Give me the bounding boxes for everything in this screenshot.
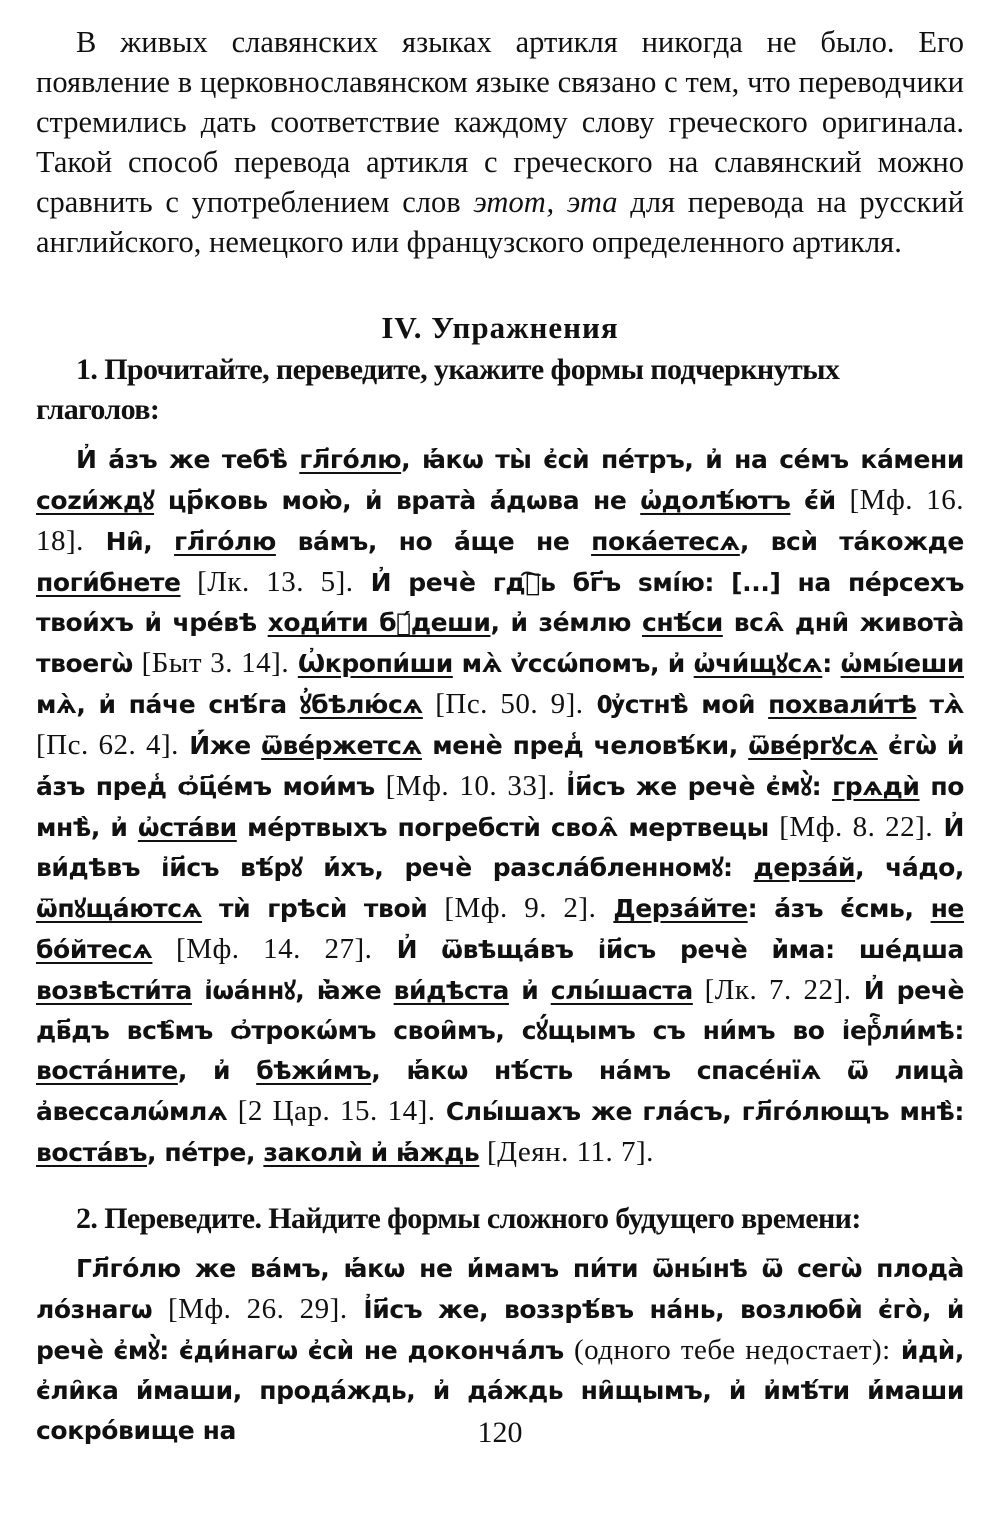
intro-text-2: для перевода на русский английского, немецкого или французского определенного артикля.	[36, 185, 965, 259]
cs-text: мѧ̀ ѵ҆ссѡ́помъ, и҆	[452, 649, 694, 678]
citation: [2 Цар. 15. 14].	[237, 1095, 436, 1127]
citation: [Лк. 13. 5].	[180, 566, 354, 598]
underlined-verb: Ѡ҆кропи́ши	[297, 649, 453, 678]
underlined-verb: ѡ҆долѣ́ютъ	[640, 486, 791, 515]
citation: [Пс. 62. 4].	[36, 729, 179, 761]
cs-text: тѝ грѣсѝ твоѝ	[202, 894, 445, 923]
page-body	[36, 22, 964, 1451]
cs-text: ме́ртвыхъ погребстѝ своѧ̑ мертвецы	[236, 813, 780, 842]
underlined-verb: дерза́й	[753, 853, 856, 882]
page-number: 120	[477, 1416, 523, 1449]
underlined-verb: гл҃го́лю	[299, 445, 402, 474]
intro-italic-1: этот,	[473, 185, 555, 219]
cs-text: цр҃ковь мою̀, и҆ врата̀ а҆́дѡва не	[154, 486, 641, 515]
gloss: (одного тебе недостает):	[573, 1334, 891, 1366]
citation: [Мф. 9. 2].	[444, 892, 597, 924]
underlined-verb: воста́въ	[36, 1138, 147, 1167]
citation: [Лк. 7. 22].	[692, 974, 852, 1006]
citation: [Мф. 26. 29].	[167, 1293, 348, 1325]
cs-text: , ча́до,	[855, 853, 964, 882]
cs-text: И҆́же	[178, 731, 262, 760]
cs-text	[596, 894, 613, 923]
citation: [Мф. 8. 22].	[779, 811, 934, 843]
intro-text-1: В живых славянских языках артикля никогда не было. Его появление в церковнославянском языке связано с тем, что переводчики стремились дать соответствие каждому слову греческого оригинала. Такой способ перевода артикля с греческого на славянский можно сравнить с употреблением слов	[36, 25, 964, 219]
cs-text: Ѹ҆стнѣ̀ мои̑	[583, 690, 769, 719]
cs-text: и҆	[508, 976, 551, 1005]
underlined-verb: ѡ҆ста́ви	[137, 813, 237, 842]
cs-text: :	[822, 649, 841, 678]
underlined-verb: Дерза́йте	[613, 894, 748, 923]
cs-text: ва́мъ, но а҆́ще не	[275, 527, 592, 556]
underlined-verb: не бо́йтесѧ	[36, 894, 964, 964]
cs-text: , пе́тре,	[146, 1138, 264, 1167]
underlined-verb: грѧдѝ	[832, 772, 920, 801]
underlined-verb: поги́бнете	[36, 568, 181, 597]
cs-text: і҆ѡа́ннꙋ, ꙗ҆̀же	[191, 976, 394, 1005]
intro-paragraph	[36, 22, 964, 262]
underlined-verb: ѡ҆чи́щꙋсѧ	[693, 649, 823, 678]
exercise-1-heading: 1. Прочитайте, переведите, укажите формы подчеркнутых глаголов:	[36, 353, 840, 426]
underlined-verb: пока́етесѧ	[591, 527, 740, 556]
cs-text: , всѝ та́кожде	[739, 527, 964, 556]
underlined-verb: ѡ҆мы́еши	[840, 649, 965, 678]
cs-text: И҆ ви́дѣвъ і҆и҃съ вѣ́рꙋ и҆́хъ, речѐ разсла́бленномꙋ:	[36, 813, 965, 882]
cs-text: , и҆ зе́млю	[490, 608, 642, 637]
cs-text: И҆ речѐ гдⷭ҇ь бг҃ъ ѕмі́ю: [...] на пе́рсехъ твои́хъ и҆ чре́вѣ	[36, 568, 965, 637]
cs-text: и҆дѝ, є҆ли̑ка и҆́маши, прода́ждь, и҆ да́ждь ни̑щымъ, и҆ и҆мѣ́ти и҆́маши сокро́вище на	[36, 1336, 964, 1445]
underlined-verb: сozи́ждꙋ	[36, 486, 155, 515]
cs-text: Слы́шахъ же гла́съ, гл҃го́лющъ мнѣ̀:	[435, 1097, 964, 1126]
underlined-verb: ѿве́ргꙋсѧ	[748, 731, 878, 760]
citation: [Пс. 50. 9].	[422, 688, 584, 720]
intro-italic-2: эта	[566, 185, 618, 219]
cs-text: є҆́й	[790, 486, 850, 515]
citation: [Мф. 14. 27].	[152, 933, 373, 965]
citation: [Деян. 11. 7].	[479, 1136, 654, 1168]
underlined-verb: бѣжи́мъ	[256, 1056, 372, 1085]
cs-text: по мнѣ̀, и҆	[36, 772, 965, 842]
cs-text: є҆гѡ̀ и҆ а҆́зъ пред̾ ѻ҆ц҃е́мъ мои́мъ	[36, 731, 964, 801]
cs-text: : а҆́зъ є҆́смь,	[747, 894, 931, 923]
cs-text: всѧ̑ дни̑ живота̀ твоегѡ̀	[36, 608, 964, 678]
exercise-1-text	[36, 440, 964, 1173]
section-title: IV. Упражнения	[381, 310, 619, 345]
exercise-2-heading: 2. Переведите. Найдите формы сложного будущего времени:	[76, 1202, 861, 1235]
underlined-verb: ꙋ҆бѣлю́сѧ	[299, 690, 423, 719]
underlined-verb: заколѝ и҆ ꙗ҆́ждь	[263, 1138, 480, 1167]
citation: [Мф. 16. 18].	[36, 484, 964, 557]
cs-text: менѐ пред̾ человѣ́ки,	[421, 731, 749, 760]
cs-text: тѧ̀	[916, 690, 965, 719]
cs-text: І҆и҃съ же, воззрѣ́въ на́нь, возлюбѝ є҆го̀, и҆ речѐ є҆мꙋ̀: є҆ди́нагѡ є҆сѝ не доконча́лъ	[36, 1295, 965, 1365]
underlined-verb: ѿпꙋща́ютсѧ	[36, 894, 203, 923]
cs-text: мѧ̀, и҆ па́че снѣ́га	[36, 690, 300, 719]
underlined-verb: воста́ните	[36, 1056, 178, 1085]
cs-text: И҆ ѿвѣща́въ і҆и҃съ речѐ и҆̀ма: ше́дша	[372, 935, 964, 964]
underlined-verb: ѿве́ржетсѧ	[261, 731, 422, 760]
citation: [Быт 3. 14].	[141, 647, 290, 679]
underlined-verb: слы́шаста	[550, 976, 693, 1005]
underlined-verb: ходи́ти бꙋ́деши	[267, 608, 491, 637]
underlined-verb: гл҃го́лю	[174, 527, 276, 556]
cs-text: Ни̑,	[83, 527, 175, 556]
cs-text: І҆и҃съ же речѐ є҆мꙋ̀:	[555, 772, 833, 801]
cs-text: , ꙗ҆́кѡ ты̀ є҆сѝ пе́тръ, и҆ на се́мъ ка́мени	[401, 445, 965, 474]
cs-text: , ꙗ҆́кѡ нѣ́сть на́мъ спасе́нїѧ ѿ лица̀ а҆вессалѡ́млѧ	[36, 1056, 964, 1126]
underlined-verb: ви́дѣста	[393, 976, 509, 1005]
cs-text: Гл҃го́лю же ва́мъ, ꙗ҆́кѡ не и҆́мамъ пи́ти ѿны́нѣ ѿ сегѡ̀ плода̀ ло́знагѡ	[36, 1254, 964, 1324]
underlined-verb: снѣ́си	[642, 608, 723, 637]
cs-text	[289, 649, 298, 678]
cs-text: И҆ речѐ дв҃дъ всѣ̑мъ ѻ҆трокѡ́мъ свои̑мъ, сꙋ́щымъ съ ни́мъ во і҆ерⷭ҇ли́мѣ:	[36, 976, 964, 1045]
cs-text: , и҆	[177, 1056, 257, 1085]
underlined-verb: похвали́тѣ	[768, 690, 917, 719]
citation: [Мф. 10. 33].	[385, 770, 556, 802]
cs-text: И҆ а҆́зъ же тебѣ̀	[76, 445, 300, 474]
underlined-verb: возвѣсти́та	[36, 976, 192, 1005]
